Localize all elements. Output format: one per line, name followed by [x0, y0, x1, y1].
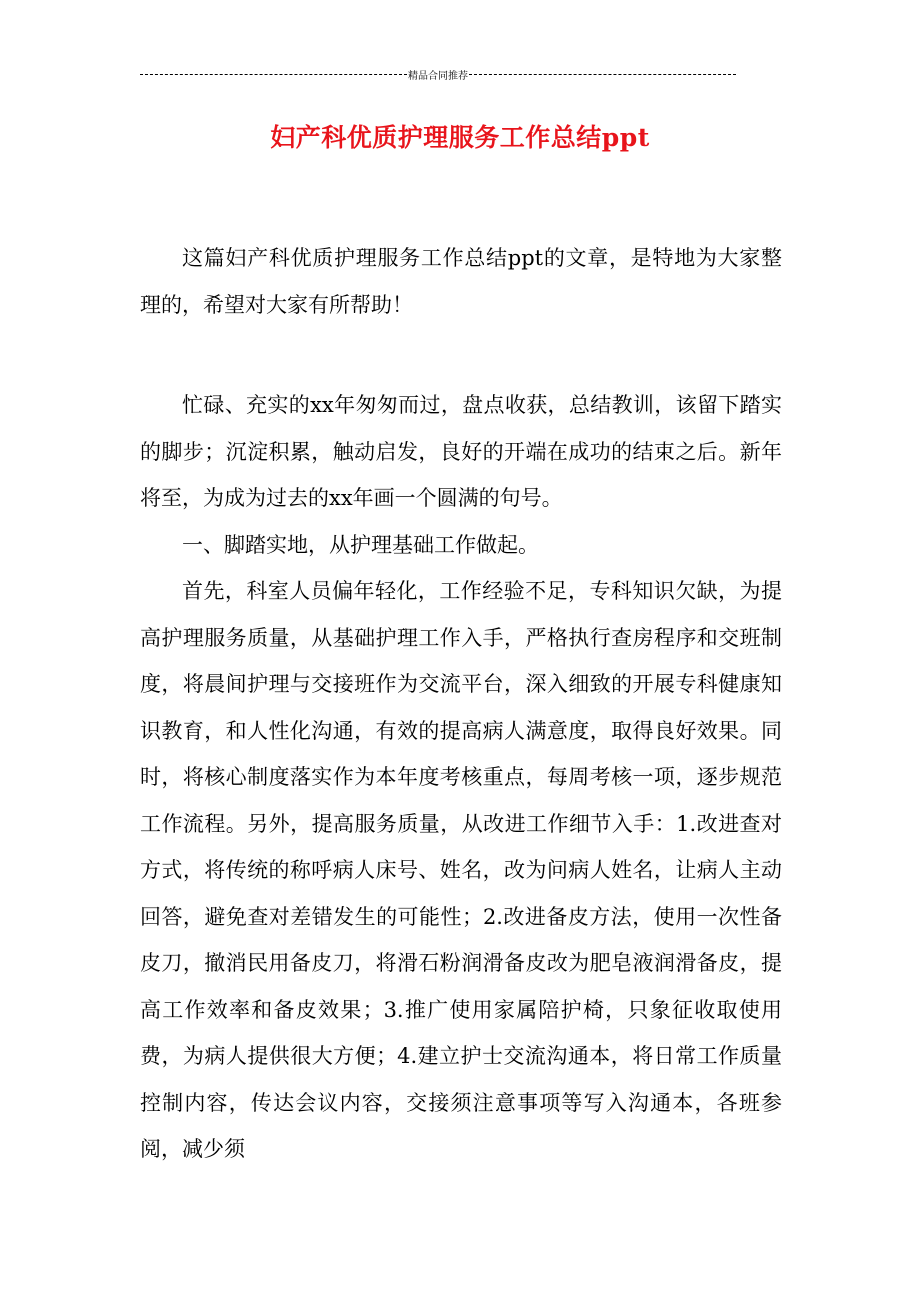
intro-paragraph: 这篇妇产科优质护理服务工作总结ppt的文章，是特地为大家整理的，希望对大家有所帮助！: [140, 246, 782, 317]
section-heading-1: 一、脚踏实地，从护理基础工作做起。: [182, 532, 539, 557]
header-text: 精品合同推荐: [408, 70, 468, 82]
paragraph-summary: 忙碌、充实的xx年匆匆而过，盘点收获，总结教训，该留下踏实的脚步；沉淀积累，触动启发，良好的开端在成功的结束之后。新年将至，为成为过去的xx年画一个圆满的句号。: [140, 393, 782, 510]
document-title: 妇产科优质护理服务工作总结ppt: [270, 123, 650, 152]
header-dash-right: [469, 74, 736, 75]
paragraph-details: 首先，科室人员偏年轻化，工作经验不足，专科知识欠缺，为提高护理服务质量，从基础护理工作入手，严格执行查房程序和交班制度，将晨间护理与交接班作为交流平台，深入细致的开展专科健康知识教育，和人性化沟通，有效的提高病人满意度，取得良好效果。同时，将核心制度落实作为本年度考核重点，每周考核一项，逐步规范工作流程。另外，提高服务质量，从改进工作细节入手：1.改进查对方式，将传统的称呼病人床号、姓名，改为问病人姓名，让病人主动回答，避免查对差错发生的可能性；2.改进备皮方法，使用一次性备皮刀，撤消民用备皮刀，将滑石粉润滑备皮改为肥皂液润滑备皮，提高工作效率和备皮效果；3.推广使用家属陪护椅，只象征收取使用费，为病人提供很大方便；4.建立护士交流沟通本，将日常工作质量控制内容，传达会议内容，交接须注意事项等写入沟通本，各班参阅，减少须: [140, 579, 782, 1161]
intro-block: [140, 235, 782, 328]
header-dash-left: [140, 74, 407, 75]
page-header: [140, 66, 736, 82]
main-body: [140, 382, 782, 1173]
